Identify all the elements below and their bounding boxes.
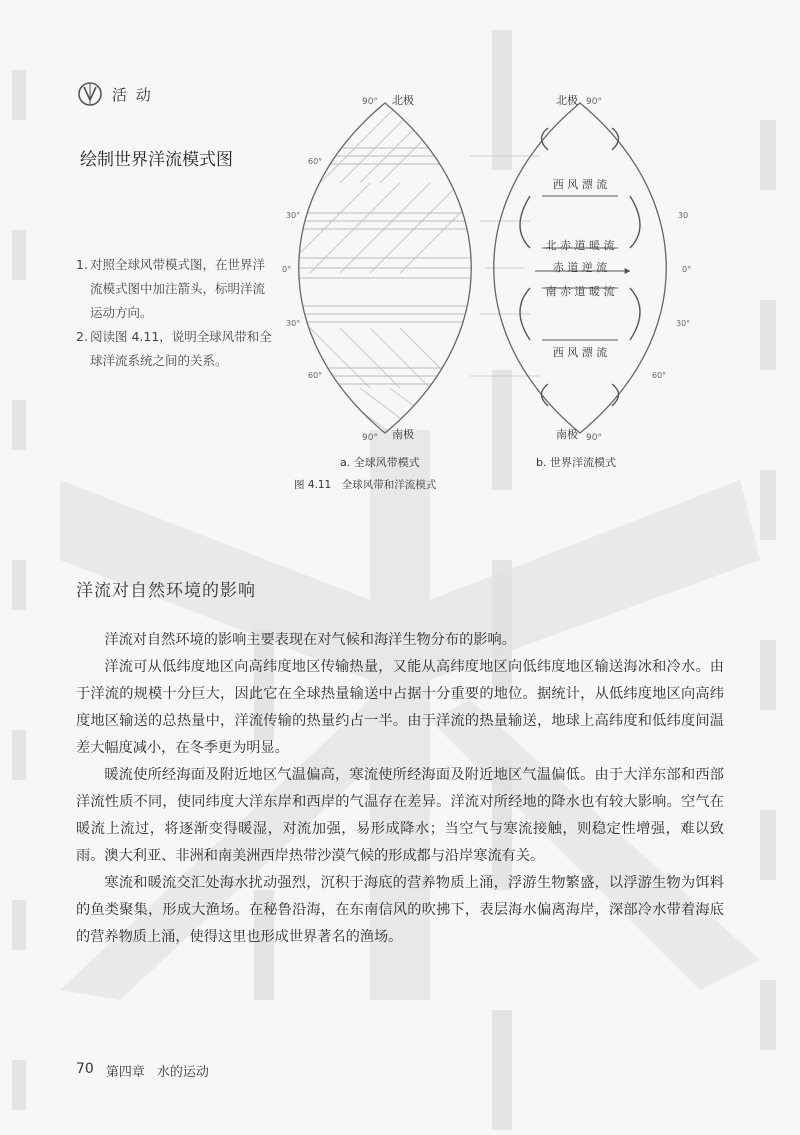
paragraph: 洋流对自然环境的影响主要表现在对气候和海洋生物分布的影响。 [104,632,516,648]
wind-belt-diagram [280,93,490,469]
section-body [76,627,724,951]
current-south-equatorial: 南 赤 道 暖 流 [545,285,615,298]
svg-text:北极: 北极 [392,94,414,107]
activity-title: 绘制世界洋流模式图 [80,150,233,170]
figure-caption: 图 4.11 全球风带和洋流模式 [294,479,437,491]
svg-text:北极: 北极 [556,94,578,107]
svg-text:90°: 90° [362,433,378,443]
paragraph: 暖流使所经海面及附近地区气温偏高，寒流使所经海面及附近地区气温偏低。由于大洋东部和西部洋流性质不同，使同纬度大洋东岸和西岸的气温存在差异。洋流对所经地的降水也有较大影响。空气在暖流上流过，将逐渐变得暖湿，对流加强，易形成降水；当空气与寒流接触，则稳定性增强，难以致雨。澳大利亚、非洲和南美洲西岸热带沙漠气候的形成都与沿岸寒流有关。 [76,767,724,864]
page-number: 70 [76,1061,94,1077]
svg-text:0°: 0° [282,265,292,274]
ocean-current-diagram [494,93,691,469]
activity-icon [76,80,106,108]
connector-lines [470,156,540,376]
svg-text:a. 全球风带模式: a. 全球风带模式 [340,456,420,469]
page-footer [76,1061,209,1080]
activity-label: 活 动 [112,85,153,104]
svg-text:30°: 30° [286,211,301,220]
paragraph: 洋流可从低纬度地区向高纬度地区传输热量，又能从高纬度地区向低纬度地区输送海冰和冷水。由于洋流的规模十分巨大，因此它在全球热量输送中占据十分重要的地位。据统计，从低纬度地区向高纬度地区输送的总热量中，洋流传输的热量约占一半。由于洋流的热量输送，地球上高纬度和低纬度间温差大幅度减小，在冬季更为明显。 [76,659,724,756]
svg-text:南极: 南极 [556,428,578,441]
chapter-number: 第四章 [105,1065,145,1080]
svg-text:90°: 90° [586,433,602,443]
current-equatorial-counter: 赤 道 逆 流 [552,261,608,274]
task-item: 1. 对照全球风带模式图，在世界洋流模式图中加注箭头，标明洋流运动方向。 [76,257,266,320]
current-north-equatorial: 北 赤 道 暖 流 [545,239,615,252]
svg-text:60°: 60° [652,371,667,380]
paragraph: 寒流和暖流交汇处海水扰动强烈，沉积于海底的营养物质上涌，浮游生物繁盛，以浮游生物为饵料的鱼类聚集，形成大渔场。在秘鲁沿海，在东南信风的吹拂下，表层海水偏离海岸，深部冷水带着海底的营养物质上涌，使得这里也形成世界著名的渔场。 [76,875,724,945]
svg-text:b. 世界洋流模式: b. 世界洋流模式 [536,456,616,469]
current-west-wind-drift-north: 西 风 漂 流 [552,178,608,191]
activity-tasks [76,253,276,373]
svg-text:90°: 90° [362,97,378,107]
task-item: 2. 阅读图 4.11，说明全球风带和全球洋流系统之间的关系。 [76,329,272,368]
activity-header [76,80,153,108]
svg-text:30°: 30° [676,319,691,328]
svg-text:60°: 60° [308,157,323,166]
svg-text:南极: 南极 [392,428,414,441]
svg-text:30°: 30° [286,319,301,328]
svg-text:30: 30 [678,211,689,220]
latitude-lines [280,148,490,384]
svg-text:90°: 90° [586,97,602,107]
current-west-wind-drift-south: 西 风 漂 流 [552,346,608,359]
svg-text:0°: 0° [682,265,692,274]
chapter-title: 水的运动 [156,1065,209,1080]
section-title: 洋流对自然环境的影响 [76,581,256,601]
svg-text:60°: 60° [308,371,323,380]
figure-4-11 [280,88,700,498]
